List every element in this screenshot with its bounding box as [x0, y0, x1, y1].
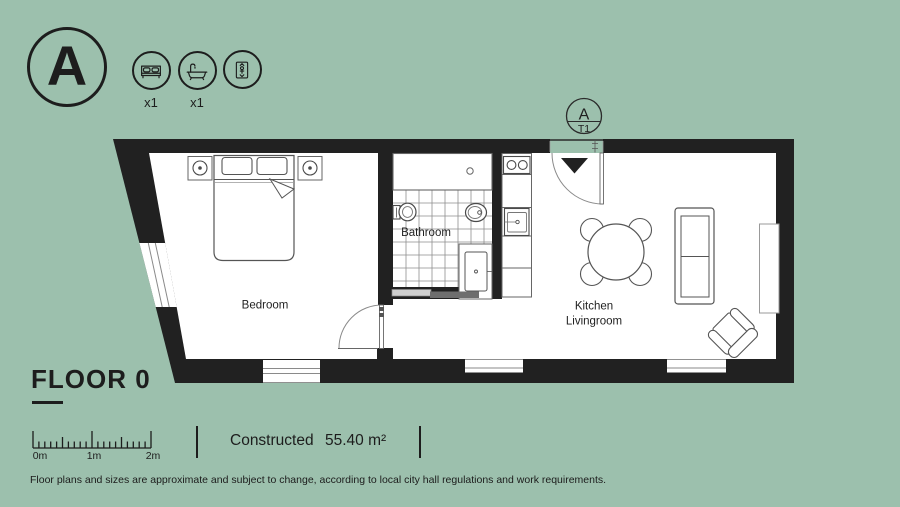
dining-table: [588, 224, 644, 280]
window-bedroom-bottom: [263, 360, 320, 383]
entrance-opening: [550, 139, 603, 153]
floor-title: FLOOR 0: [31, 364, 151, 394]
badge-unit-type: T1: [577, 123, 591, 135]
disclaimer-text: Floor plans and sizes are approximate and subject to change, according to local city hall regulations and work requirements.: [30, 474, 607, 486]
scale-label-2m: 2m: [145, 450, 161, 462]
constructed-label: Constructed: [230, 432, 314, 449]
livingroom-label: Livingroom: [565, 315, 623, 328]
footer-divider-right: [419, 426, 421, 458]
kitchen-label: Kitchen: [574, 300, 614, 313]
pillow: [222, 158, 252, 175]
window-bottom-right: [667, 360, 726, 373]
window-bottom-center: [465, 360, 523, 373]
toilet: [393, 203, 416, 221]
bathtub-drain: [467, 168, 473, 174]
kitchen-sink: [505, 209, 530, 236]
unit-type-badge: [567, 99, 602, 136]
title-underline: [32, 401, 63, 404]
constructed-area-value: 55.40 m²: [325, 432, 387, 449]
footer-divider-left: [196, 426, 198, 458]
scale-label-0m: 0m: [32, 450, 48, 462]
nightstand-right: [298, 157, 322, 181]
shower-unit: [459, 244, 492, 299]
bathroom-label: Bathroom: [401, 227, 451, 239]
bed-count: x1: [144, 95, 158, 110]
window-right-wall: [760, 224, 780, 313]
bathtub: [393, 154, 492, 191]
bathroom-sink: [466, 204, 487, 222]
bedroom-label: Bedroom: [241, 299, 289, 312]
pillow: [257, 158, 287, 175]
dining-set: [581, 219, 652, 286]
stove: [504, 157, 531, 174]
kitchen-counter: [502, 154, 532, 298]
nightstand-left: [188, 157, 212, 181]
badge-unit-letter: A: [578, 106, 590, 124]
bath-count: x1: [190, 95, 204, 110]
unit-letter: A: [46, 34, 88, 97]
sofa: [675, 208, 714, 304]
scale-label-1m: 1m: [86, 450, 102, 462]
bed: [214, 156, 294, 261]
